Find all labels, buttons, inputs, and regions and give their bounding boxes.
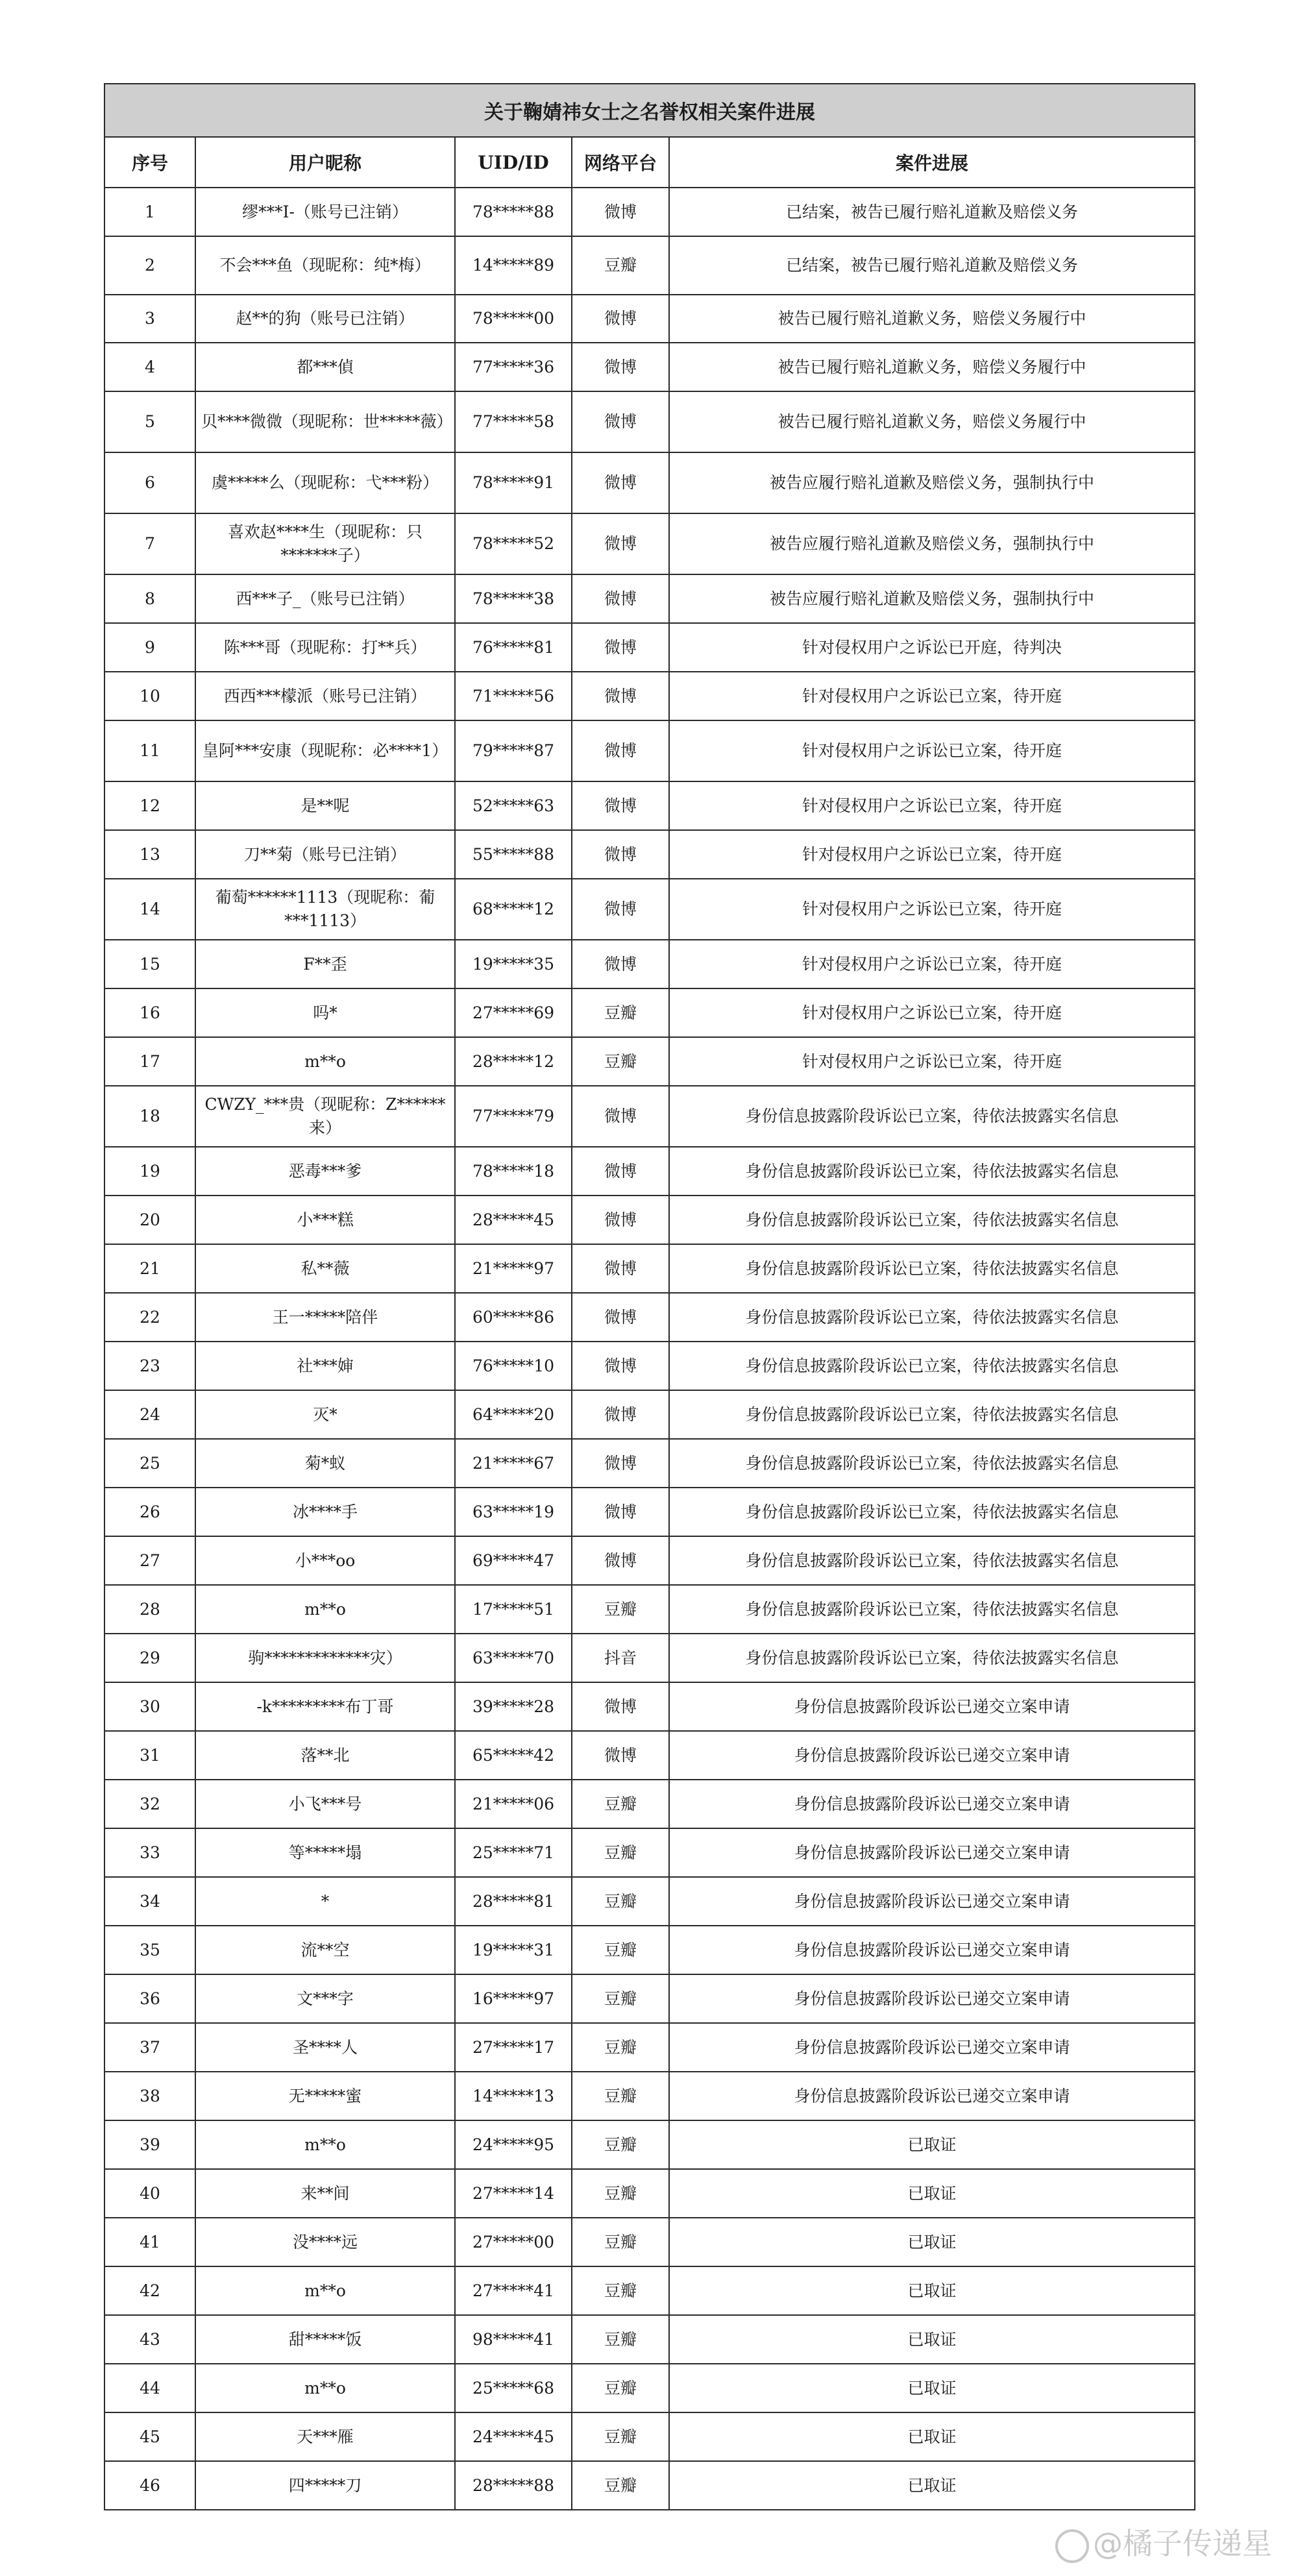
row-status: 身份信息披露阶段诉讼已递交立案申请	[669, 1780, 1195, 1828]
row-status: 身份信息披露阶段诉讼已立案，待依法披露实名信息	[669, 1147, 1195, 1196]
row-uid: 39*****28	[455, 1682, 572, 1731]
case-table	[104, 83, 1195, 2510]
row-uid: 78*****88	[455, 188, 572, 236]
table-row	[104, 1244, 1195, 1293]
row-platform: 微博	[572, 1536, 669, 1585]
row-status: 已取证	[669, 2461, 1195, 2510]
row-uid: 21*****06	[455, 1780, 572, 1828]
row-no: 10	[104, 672, 195, 720]
row-uid: 77*****58	[455, 391, 572, 452]
row-no: 1	[104, 188, 195, 236]
case-progress-sheet	[104, 83, 1194, 2510]
table-row	[104, 1926, 1195, 1974]
row-uid: 63*****70	[455, 1634, 572, 1682]
row-status: 针对侵权用户之诉讼已立案，待开庭	[669, 720, 1195, 781]
table-row	[104, 623, 1195, 672]
table-row	[104, 879, 1195, 940]
row-uid: 21*****67	[455, 1439, 572, 1488]
row-nickname: m**o	[195, 2266, 455, 2315]
table-row	[104, 1439, 1195, 1488]
row-platform: 豆瓣	[572, 2169, 669, 2218]
row-no: 30	[104, 1682, 195, 1731]
row-uid: 76*****81	[455, 623, 572, 672]
table-row	[104, 2364, 1195, 2412]
table-row	[104, 1731, 1195, 1780]
row-no: 13	[104, 830, 195, 879]
row-uid: 19*****35	[455, 940, 572, 988]
table-row	[104, 940, 1195, 988]
row-nickname: 等*****塌	[195, 1828, 455, 1877]
row-platform: 微博	[572, 781, 669, 830]
row-platform: 微博	[572, 830, 669, 879]
row-status: 身份信息披露阶段诉讼已立案，待依法披露实名信息	[669, 1196, 1195, 1244]
row-platform: 微博	[572, 1086, 669, 1147]
row-no: 36	[104, 1974, 195, 2023]
row-status: 身份信息披露阶段诉讼已递交立案申请	[669, 1828, 1195, 1877]
row-no: 7	[104, 513, 195, 574]
row-platform: 豆瓣	[572, 1877, 669, 1926]
row-uid: 55*****88	[455, 830, 572, 879]
row-platform: 微博	[572, 623, 669, 672]
row-uid: 60*****86	[455, 1293, 572, 1342]
row-status: 针对侵权用户之诉讼已立案，待开庭	[669, 781, 1195, 830]
row-nickname: 贝****微微（现昵称：世*****薇）	[195, 391, 455, 452]
row-nickname: 社***婶	[195, 1342, 455, 1390]
row-nickname: CWZY_***贵（现昵称：Z******来）	[195, 1086, 455, 1147]
row-platform: 豆瓣	[572, 1974, 669, 2023]
row-status: 身份信息披露阶段诉讼已立案，待依法披露实名信息	[669, 1342, 1195, 1390]
row-no: 26	[104, 1488, 195, 1536]
row-platform: 微博	[572, 513, 669, 574]
row-platform: 微博	[572, 1488, 669, 1536]
row-platform: 微博	[572, 879, 669, 940]
row-uid: 28*****88	[455, 2461, 572, 2510]
row-nickname: 圣****人	[195, 2023, 455, 2072]
row-nickname: 流**空	[195, 1926, 455, 1974]
table-row	[104, 1682, 1195, 1731]
row-platform: 微博	[572, 672, 669, 720]
row-no: 44	[104, 2364, 195, 2412]
row-status: 已取证	[669, 2218, 1195, 2266]
row-nickname: F**歪	[195, 940, 455, 988]
row-uid: 77*****79	[455, 1086, 572, 1147]
row-platform: 豆瓣	[572, 2412, 669, 2461]
table-row	[104, 2266, 1195, 2315]
row-uid: 69*****47	[455, 1536, 572, 1585]
row-platform: 微博	[572, 343, 669, 391]
table-row	[104, 672, 1195, 720]
row-uid: 16*****97	[455, 1974, 572, 2023]
row-platform: 豆瓣	[572, 1585, 669, 1634]
row-nickname: 私**薇	[195, 1244, 455, 1293]
row-uid: 17*****51	[455, 1585, 572, 1634]
row-no: 4	[104, 343, 195, 391]
row-platform: 豆瓣	[572, 236, 669, 295]
row-status: 针对侵权用户之诉讼已开庭，待判决	[669, 623, 1195, 672]
row-status: 已取证	[669, 2412, 1195, 2461]
row-no: 45	[104, 2412, 195, 2461]
row-nickname: 缪***I-（账号已注销）	[195, 188, 455, 236]
row-uid: 27*****00	[455, 2218, 572, 2266]
row-status: 身份信息披露阶段诉讼已立案，待依法披露实名信息	[669, 1585, 1195, 1634]
header-row	[104, 137, 1195, 188]
row-platform: 豆瓣	[572, 1926, 669, 1974]
row-uid: 78*****38	[455, 574, 572, 623]
table-row	[104, 1147, 1195, 1196]
table-row	[104, 781, 1195, 830]
table-row	[104, 1390, 1195, 1439]
table-row	[104, 1585, 1195, 1634]
row-status: 针对侵权用户之诉讼已立案，待开庭	[669, 940, 1195, 988]
row-no: 40	[104, 2169, 195, 2218]
row-platform: 豆瓣	[572, 2266, 669, 2315]
row-platform: 微博	[572, 295, 669, 343]
row-uid: 28*****12	[455, 1037, 572, 1086]
row-status: 身份信息披露阶段诉讼已递交立案申请	[669, 1682, 1195, 1731]
row-no: 20	[104, 1196, 195, 1244]
row-status: 身份信息披露阶段诉讼已立案，待依法披露实名信息	[669, 1293, 1195, 1342]
row-no: 33	[104, 1828, 195, 1877]
row-nickname: m**o	[195, 1037, 455, 1086]
row-nickname: 喜欢赵****生（现昵称：只*******子）	[195, 513, 455, 574]
table-row	[104, 513, 1195, 574]
table-row	[104, 1293, 1195, 1342]
row-uid: 78*****18	[455, 1147, 572, 1196]
table-row	[104, 1196, 1195, 1244]
row-platform: 微博	[572, 940, 669, 988]
row-platform: 微博	[572, 1682, 669, 1731]
header-platform: 网络平台	[572, 137, 669, 188]
row-platform: 微博	[572, 574, 669, 623]
row-nickname: 无*****蜜	[195, 2072, 455, 2120]
watermark	[1055, 2520, 1272, 2563]
header-nickname: 用户昵称	[195, 137, 455, 188]
row-nickname: 赵**的狗（账号已注销）	[195, 295, 455, 343]
table-row	[104, 2315, 1195, 2364]
row-uid: 64*****20	[455, 1390, 572, 1439]
row-uid: 25*****68	[455, 2364, 572, 2412]
row-no: 5	[104, 391, 195, 452]
row-platform: 微博	[572, 452, 669, 513]
row-uid: 14*****13	[455, 2072, 572, 2120]
row-uid: 21*****97	[455, 1244, 572, 1293]
row-nickname: 文***字	[195, 1974, 455, 2023]
row-no: 21	[104, 1244, 195, 1293]
table-row	[104, 452, 1195, 513]
row-status: 身份信息披露阶段诉讼已递交立案申请	[669, 1926, 1195, 1974]
row-uid: 68*****12	[455, 879, 572, 940]
row-uid: 25*****71	[455, 1828, 572, 1877]
row-status: 已结案，被告已履行赔礼道歉及赔偿义务	[669, 188, 1195, 236]
row-uid: 98*****41	[455, 2315, 572, 2364]
row-no: 8	[104, 574, 195, 623]
table-row	[104, 1877, 1195, 1926]
row-platform: 微博	[572, 720, 669, 781]
table-row	[104, 2412, 1195, 2461]
row-uid: 71*****56	[455, 672, 572, 720]
table-row	[104, 574, 1195, 623]
row-platform: 豆瓣	[572, 2023, 669, 2072]
row-nickname: m**o	[195, 1585, 455, 1634]
row-no: 34	[104, 1877, 195, 1926]
row-status: 身份信息披露阶段诉讼已立案，待依法披露实名信息	[669, 1536, 1195, 1585]
row-uid: 79*****87	[455, 720, 572, 781]
row-nickname: *	[195, 1877, 455, 1926]
row-status: 已结案，被告已履行赔礼道歉及赔偿义务	[669, 236, 1195, 295]
row-uid: 52*****63	[455, 781, 572, 830]
row-no: 39	[104, 2120, 195, 2169]
row-uid: 65*****42	[455, 1731, 572, 1780]
row-platform: 微博	[572, 1293, 669, 1342]
row-nickname: 恶毒***爹	[195, 1147, 455, 1196]
row-nickname: m**o	[195, 2364, 455, 2412]
row-no: 9	[104, 623, 195, 672]
table-row	[104, 2461, 1195, 2510]
row-platform: 微博	[572, 1147, 669, 1196]
row-nickname: 陈***哥（现昵称：打**兵）	[195, 623, 455, 672]
row-nickname: m**o	[195, 2120, 455, 2169]
row-no: 37	[104, 2023, 195, 2072]
table-row	[104, 2169, 1195, 2218]
row-platform: 豆瓣	[572, 988, 669, 1037]
row-status: 被告已履行赔礼道歉义务，赔偿义务履行中	[669, 295, 1195, 343]
row-status: 针对侵权用户之诉讼已立案，待开庭	[669, 879, 1195, 940]
row-no: 29	[104, 1634, 195, 1682]
table-row	[104, 236, 1195, 295]
row-status: 身份信息披露阶段诉讼已立案，待依法披露实名信息	[669, 1634, 1195, 1682]
row-status: 针对侵权用户之诉讼已立案，待开庭	[669, 672, 1195, 720]
row-no: 35	[104, 1926, 195, 1974]
row-no: 15	[104, 940, 195, 988]
table-row	[104, 188, 1195, 236]
row-no: 17	[104, 1037, 195, 1086]
row-no: 22	[104, 1293, 195, 1342]
row-nickname: 王一*****陪伴	[195, 1293, 455, 1342]
row-uid: 76*****10	[455, 1342, 572, 1390]
table-row	[104, 2023, 1195, 2072]
row-no: 31	[104, 1731, 195, 1780]
row-nickname: 四*****刀	[195, 2461, 455, 2510]
row-nickname: 灭*	[195, 1390, 455, 1439]
row-no: 2	[104, 236, 195, 295]
row-platform: 微博	[572, 188, 669, 236]
row-uid: 27*****69	[455, 988, 572, 1037]
table-row	[104, 1086, 1195, 1147]
row-uid: 63*****19	[455, 1488, 572, 1536]
header-status: 案件进展	[669, 137, 1195, 188]
row-no: 14	[104, 879, 195, 940]
row-nickname: 小飞***号	[195, 1780, 455, 1828]
row-status: 针对侵权用户之诉讼已立案，待开庭	[669, 1037, 1195, 1086]
row-status: 身份信息披露阶段诉讼已递交立案申请	[669, 1974, 1195, 2023]
row-uid: 27*****17	[455, 2023, 572, 2072]
row-platform: 豆瓣	[572, 2315, 669, 2364]
row-status: 被告应履行赔礼道歉及赔偿义务，强制执行中	[669, 452, 1195, 513]
row-no: 46	[104, 2461, 195, 2510]
table-row	[104, 830, 1195, 879]
table-row	[104, 391, 1195, 452]
row-nickname: 冰****手	[195, 1488, 455, 1536]
row-uid: 28*****45	[455, 1196, 572, 1244]
row-status: 针对侵权用户之诉讼已立案，待开庭	[669, 988, 1195, 1037]
row-platform: 微博	[572, 1731, 669, 1780]
header-no: 序号	[104, 137, 195, 188]
row-uid: 78*****00	[455, 295, 572, 343]
row-uid: 77*****36	[455, 343, 572, 391]
row-nickname: 葡萄******1113（现昵称：葡***1113）	[195, 879, 455, 940]
row-status: 已取证	[669, 2120, 1195, 2169]
row-platform: 微博	[572, 1196, 669, 1244]
table-row	[104, 988, 1195, 1037]
table-row	[104, 720, 1195, 781]
row-nickname: 皇阿***安康（现昵称：必****1）	[195, 720, 455, 781]
row-uid: 78*****52	[455, 513, 572, 574]
row-status: 身份信息披露阶段诉讼已立案，待依法披露实名信息	[669, 1439, 1195, 1488]
row-no: 41	[104, 2218, 195, 2266]
table-row	[104, 1974, 1195, 2023]
row-no: 18	[104, 1086, 195, 1147]
row-no: 43	[104, 2315, 195, 2364]
row-no: 6	[104, 452, 195, 513]
row-no: 25	[104, 1439, 195, 1488]
row-nickname: 吗*	[195, 988, 455, 1037]
row-status: 身份信息披露阶段诉讼已递交立案申请	[669, 2023, 1195, 2072]
row-platform: 豆瓣	[572, 2218, 669, 2266]
row-nickname: 天***雁	[195, 2412, 455, 2461]
table-row	[104, 1828, 1195, 1877]
row-status: 身份信息披露阶段诉讼已递交立案申请	[669, 1731, 1195, 1780]
table-row	[104, 1488, 1195, 1536]
row-uid: 78*****91	[455, 452, 572, 513]
row-nickname: 西***子_（账号已注销）	[195, 574, 455, 623]
row-uid: 24*****95	[455, 2120, 572, 2169]
row-status: 被告已履行赔礼道歉义务，赔偿义务履行中	[669, 391, 1195, 452]
row-nickname: 小***oo	[195, 1536, 455, 1585]
table-row	[104, 1342, 1195, 1390]
row-platform: 微博	[572, 1390, 669, 1439]
row-uid: 27*****14	[455, 2169, 572, 2218]
table-row	[104, 2120, 1195, 2169]
row-platform: 豆瓣	[572, 1828, 669, 1877]
row-nickname: 都***偵	[195, 343, 455, 391]
row-status: 针对侵权用户之诉讼已立案，待开庭	[669, 830, 1195, 879]
row-status: 身份信息披露阶段诉讼已立案，待依法披露实名信息	[669, 1390, 1195, 1439]
row-nickname: -k*********布丁哥	[195, 1682, 455, 1731]
row-status: 身份信息披露阶段诉讼已立案，待依法披露实名信息	[669, 1488, 1195, 1536]
row-no: 27	[104, 1536, 195, 1585]
row-nickname: 菊*蚁	[195, 1439, 455, 1488]
row-nickname: 甜*****饭	[195, 2315, 455, 2364]
row-no: 12	[104, 781, 195, 830]
table-row	[104, 1634, 1195, 1682]
row-status: 被告应履行赔礼道歉及赔偿义务，强制执行中	[669, 574, 1195, 623]
table-row	[104, 2072, 1195, 2120]
row-no: 23	[104, 1342, 195, 1390]
row-uid: 28*****81	[455, 1877, 572, 1926]
row-status: 身份信息披露阶段诉讼已立案，待依法披露实名信息	[669, 1086, 1195, 1147]
row-platform: 豆瓣	[572, 2072, 669, 2120]
table-row	[104, 2218, 1195, 2266]
row-uid: 14*****89	[455, 236, 572, 295]
row-nickname: 是**呢	[195, 781, 455, 830]
row-no: 28	[104, 1585, 195, 1634]
row-status: 已取证	[669, 2266, 1195, 2315]
row-status: 身份信息披露阶段诉讼已递交立案申请	[669, 1877, 1195, 1926]
row-no: 3	[104, 295, 195, 343]
row-platform: 豆瓣	[572, 1780, 669, 1828]
row-status: 已取证	[669, 2364, 1195, 2412]
table-row	[104, 343, 1195, 391]
row-platform: 微博	[572, 1244, 669, 1293]
table-row	[104, 1780, 1195, 1828]
row-no: 42	[104, 2266, 195, 2315]
row-nickname: 西西***檬派（账号已注销）	[195, 672, 455, 720]
row-platform: 抖音	[572, 1634, 669, 1682]
row-nickname: 驹*************灾）	[195, 1634, 455, 1682]
table-row	[104, 1536, 1195, 1585]
table-row	[104, 1037, 1195, 1086]
row-no: 32	[104, 1780, 195, 1828]
row-status: 已取证	[669, 2315, 1195, 2364]
header-uid: UID/ID	[455, 137, 572, 188]
row-no: 16	[104, 988, 195, 1037]
row-status: 已取证	[669, 2169, 1195, 2218]
table-body	[104, 188, 1195, 2510]
row-nickname: 落**北	[195, 1731, 455, 1780]
weibo-logo-icon	[1055, 2529, 1089, 2563]
row-no: 38	[104, 2072, 195, 2120]
row-no: 24	[104, 1390, 195, 1439]
row-uid: 27*****41	[455, 2266, 572, 2315]
row-status: 身份信息披露阶段诉讼已立案，待依法披露实名信息	[669, 1244, 1195, 1293]
row-nickname: 刀**菊（账号已注销）	[195, 830, 455, 879]
row-platform: 豆瓣	[572, 2120, 669, 2169]
row-nickname: 虞*****么（现昵称：弋***粉）	[195, 452, 455, 513]
row-no: 19	[104, 1147, 195, 1196]
row-no: 11	[104, 720, 195, 781]
row-uid: 24*****45	[455, 2412, 572, 2461]
row-nickname: 不会***鱼（现昵称：纯*梅）	[195, 236, 455, 295]
watermark-text: @橘子传递星	[1093, 2526, 1272, 2561]
row-status: 被告已履行赔礼道歉义务，赔偿义务履行中	[669, 343, 1195, 391]
row-status: 身份信息披露阶段诉讼已递交立案申请	[669, 2072, 1195, 2120]
row-platform: 豆瓣	[572, 1037, 669, 1086]
row-nickname: 小***糕	[195, 1196, 455, 1244]
row-uid: 19*****31	[455, 1926, 572, 1974]
row-platform: 微博	[572, 1439, 669, 1488]
row-nickname: 没****远	[195, 2218, 455, 2266]
table-row	[104, 295, 1195, 343]
row-platform: 豆瓣	[572, 2461, 669, 2510]
row-status: 被告应履行赔礼道歉及赔偿义务，强制执行中	[669, 513, 1195, 574]
row-platform: 微博	[572, 1342, 669, 1390]
table-title: 关于鞠婧祎女士之名誉权相关案件进展	[104, 84, 1195, 137]
row-nickname: 来**间	[195, 2169, 455, 2218]
row-platform: 豆瓣	[572, 2364, 669, 2412]
row-platform: 微博	[572, 391, 669, 452]
